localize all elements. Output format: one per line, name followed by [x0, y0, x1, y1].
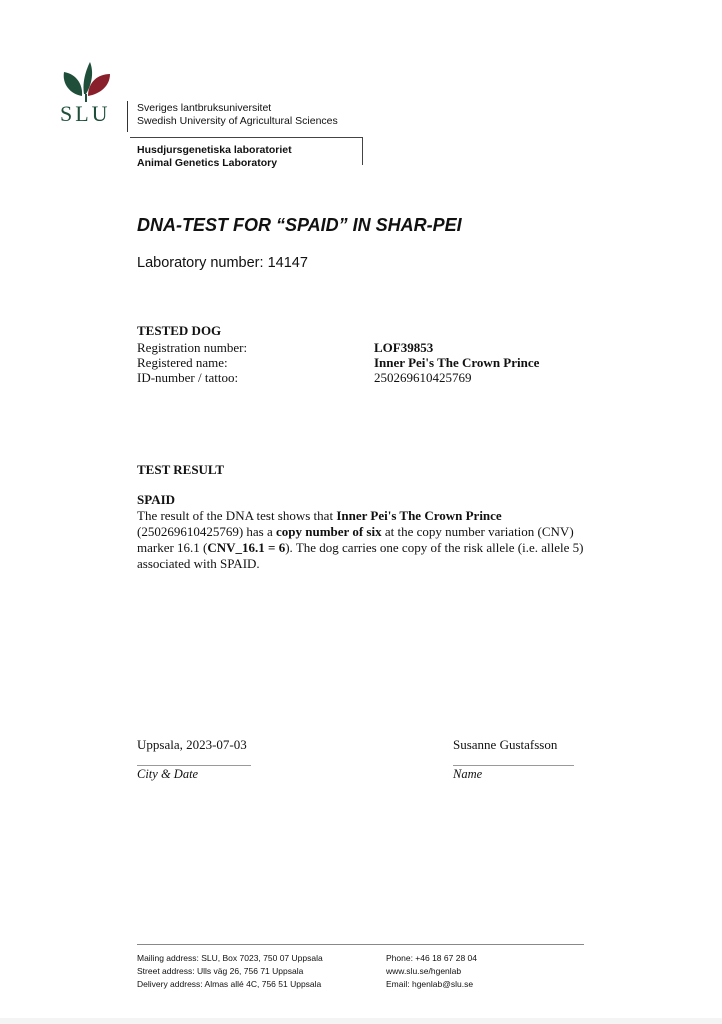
result-paragraph [137, 508, 607, 572]
city-date-value: Uppsala, 2023-07-03 [137, 737, 247, 752]
department-name-en: Animal Genetics Laboratory [137, 157, 278, 169]
dept-rule-horizontal [130, 137, 363, 138]
result-dog-name: Inner Pei's The Crown Prince [336, 508, 502, 523]
spaid-subheading: SPAID [137, 492, 176, 507]
result-text-2: (250269610425769) has a [137, 524, 277, 539]
department-name [137, 144, 292, 170]
footer-street-address: Street address: Ulls väg 26, 756 71 Uppsala [137, 966, 304, 976]
signer-name-value: Susanne Gustafsson [453, 737, 558, 752]
university-name-en: Swedish University of Agricultural Sciences [137, 115, 338, 127]
footer-web-link[interactable]: www.slu.se/hgenlab [386, 966, 462, 976]
id-number-label: ID-number / tattoo: [137, 370, 239, 385]
result-marker: CNV_16.1 = 6 [207, 540, 286, 555]
registered-name-label: Registered name: [137, 355, 228, 370]
footer-phone: Phone: +46 18 67 28 04 [386, 953, 477, 963]
id-number-value: 250269610425769 [374, 370, 472, 385]
result-text-3: at the copy number variation (CNV) marker 16.1 ( [137, 524, 574, 555]
document-title: DNA-TEST FOR “SPAID” IN SHAR-PEI [137, 215, 462, 235]
university-name-sv: Sveriges lantbruksuniversitet [137, 102, 272, 114]
test-result-heading: TEST RESULT [137, 462, 225, 477]
footer-rule [137, 944, 584, 945]
city-date-line [137, 765, 251, 766]
result-text-1: The result of the DNA test shows that [137, 508, 337, 523]
registration-number-value: LOF39853 [374, 340, 434, 355]
result-copy-number: copy number of six [276, 524, 382, 539]
header-divider [127, 101, 128, 132]
registered-name-value: Inner Pei's The Crown Prince [374, 355, 540, 370]
tested-dog-heading: TESTED DOG [137, 323, 222, 338]
footer-contacts [386, 952, 477, 991]
dept-rule-vertical [362, 137, 363, 165]
university-name [137, 102, 338, 128]
name-line [453, 765, 574, 766]
footer-email[interactable]: Email: hgenlab@slu.se [386, 979, 474, 989]
result-text-4: ). The dog carries one copy of the risk allele (i.e. allele 5) associated with SPAID. [137, 540, 584, 571]
lab-number-value: 14147 [267, 255, 308, 271]
lab-number [137, 255, 308, 271]
department-name-sv: Husdjursgenetiska laboratoriet [137, 144, 292, 156]
registration-number-label: Registration number: [137, 340, 248, 355]
city-date-caption: City & Date [137, 767, 199, 781]
name-caption: Name [453, 767, 483, 781]
footer-addresses [137, 952, 323, 991]
footer-delivery-address: Delivery address: Almas allé 4C, 756 51 Uppsala [137, 979, 322, 989]
footer-mailing-address: Mailing address: SLU, Box 7023, 750 07 Uppsala [137, 953, 323, 963]
logo-wordmark: SLU [60, 101, 111, 126]
lab-number-label: Laboratory number: [137, 255, 264, 271]
